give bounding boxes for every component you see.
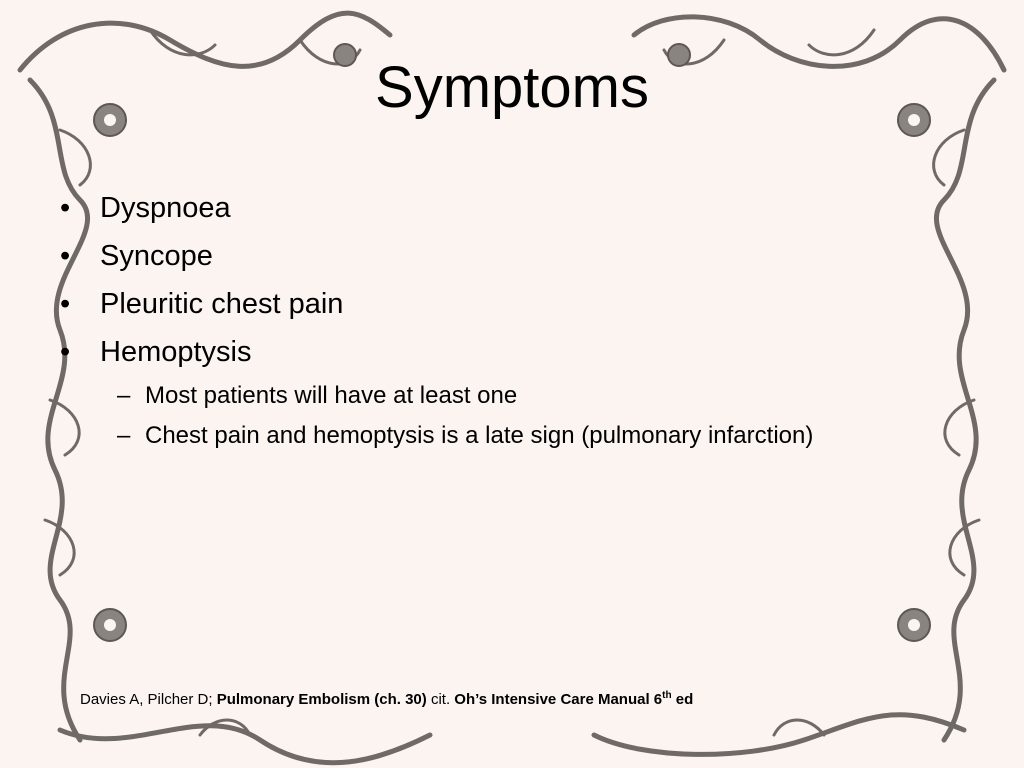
sub-bullet-item	[100, 416, 958, 456]
sub-bullet-item	[100, 376, 958, 416]
bullet-item	[58, 184, 958, 232]
citation-authors: Davies A, Pilcher D;	[80, 691, 213, 708]
citation-superscript: th	[662, 690, 672, 701]
bullet-item	[58, 328, 958, 376]
bullet-text: Hemoptysis	[100, 336, 252, 368]
sub-bullet-marker: –	[117, 382, 131, 409]
bullet-text: Dyspnoea	[100, 192, 231, 224]
bullet-marker: •	[60, 336, 71, 368]
citation-edition: ed	[675, 691, 694, 708]
citation	[80, 688, 940, 712]
sub-bullet-text: Most patients will have at least one	[145, 382, 518, 409]
sub-bullet-list	[58, 376, 958, 456]
bullet-text: Syncope	[100, 240, 213, 272]
citation-book	[454, 691, 693, 708]
sub-bullet-group	[58, 376, 958, 456]
bullet-item	[58, 280, 958, 328]
bullet-marker: •	[60, 288, 71, 320]
citation-cit: cit.	[430, 691, 451, 708]
sub-bullet-marker: –	[117, 422, 131, 449]
bullet-marker: •	[60, 192, 71, 224]
bullet-item	[58, 232, 958, 280]
bullet-text: Pleuritic chest pain	[100, 288, 344, 320]
slide-title: Symptoms	[375, 55, 649, 120]
bullet-marker: •	[60, 240, 71, 272]
bullet-list	[58, 184, 958, 456]
sub-bullet-text: Chest pain and hemoptysis is a late sign (pulmonary infarction)	[145, 422, 814, 449]
citation-chapter: Pulmonary Embolism (ch. 30)	[216, 691, 427, 708]
citation-book-title: Oh’s Intensive Care Manual 6	[454, 691, 663, 708]
